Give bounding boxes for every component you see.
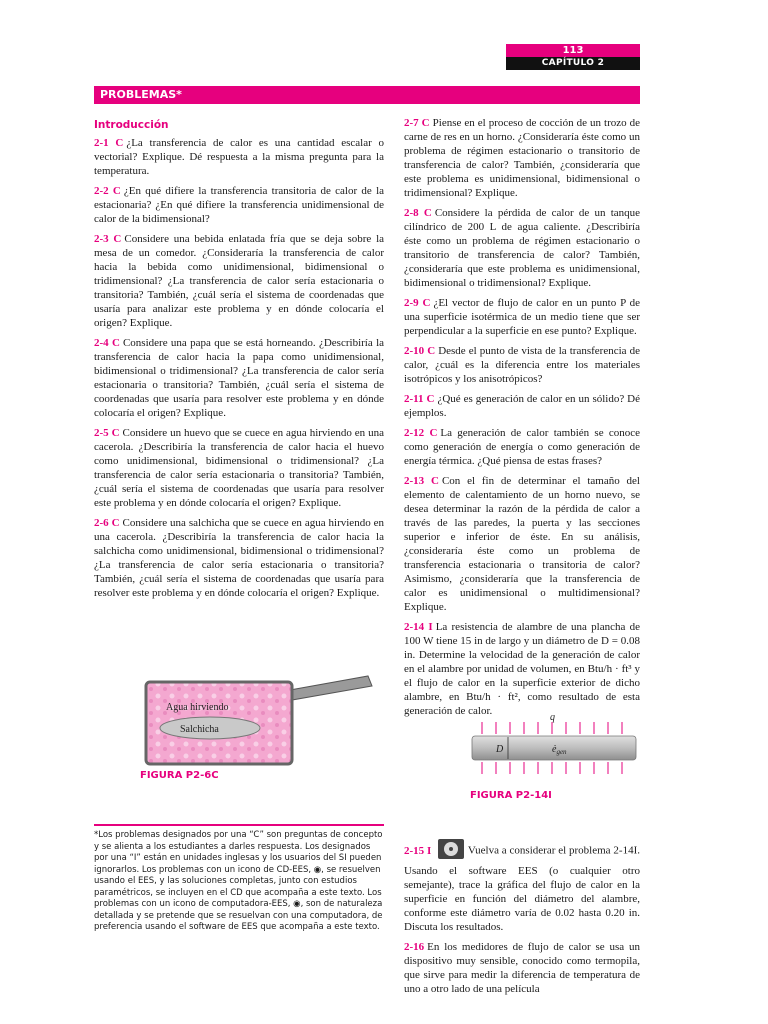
subheading-intro: Introducción (94, 119, 169, 131)
right-column-lower (404, 838, 640, 1002)
chapter-label: CAPÍTULO 2 (506, 57, 640, 70)
problem-2-8: 2-8 C Considere la pérdida de calor de un tanque cilíndrico de 200 L de agua caliente. ¿Describiría éste como un problema de régimen estacionario o transitorio de transferencia de calor? También, ¿consideraría que este problema es unidimensional, bidimensional o tridimensional? Explique. (404, 207, 641, 289)
problem-2-16: 2-16 En los medidores de flujo de calor se usa un dispositivo muy sensible, conocido como termopila, que sirve para medir la diferencia de temperatura de uno a otro lado de una película (404, 941, 640, 995)
heat-flux-arrows-bottom (482, 762, 622, 774)
problem-2-5: 2-5 C Considere un huevo que se cuece en agua hirviendo en una cacerola. ¿Describiría la transferencia de calor hacia el huevo como unidimensional, bidimensional o tridimensional? ¿La transferencia de calor sería estacionaria o transitoria? También, ¿cuál sería el sistema de coordenadas que usaría para resolver este problema y en dónde colocaría el origen? Explique. (94, 427, 384, 509)
section-title: PROBLEMAS* (94, 86, 640, 104)
page-number: 113 (506, 44, 640, 57)
problem-2-1: 2-1 C ¿La transferencia de calor es una cantidad escalar o vectorial? Explique. Dé respuesta a la misma pregunta para la temperatura. (94, 137, 385, 177)
label-water: Agua hirviendo (166, 702, 229, 713)
right-column (404, 116, 640, 724)
label-D: D (496, 744, 504, 755)
problem-2-2: 2-2 C ¿En qué difiere la transferencia transitoria de calor de la estacionaria? ¿En qué difiere la transferencia unidimensional de calor de la bidimensional? (94, 185, 385, 225)
problem-2-7: 2-7 C Piense en el proceso de cocción de un trozo de carne de res en un horno. ¿Consideraría éste como un problema de régimen estacionario o transitorio de transferencia de calor? También, ¿consideraría que este problema es unidimensional, bidimensional o tridimensional? Explique. (404, 117, 641, 199)
left-column (94, 118, 384, 606)
label-sausage: Salchicha (180, 724, 219, 735)
problem-2-10: 2-10 C Desde el punto de vista de la transferencia de calor, ¿cuál es la diferencia entre los materiales isotrópicos y los anisotrópicos? (404, 345, 641, 385)
ees-cd-icon (437, 838, 465, 864)
problem-2-4: 2-4 C Considere una papa que se está horneando. ¿Describiría la transferencia de calor hacia la papa como unidimensional, bidimensional o tridimensional? ¿La transferencia de calor sería estacionaria o transitoria? También, ¿cuál sería el sistema de coordenadas que usaría para resolver este problema y en dónde colocaría el origen? Explique. (94, 337, 385, 419)
label-egen: $ė_{gen}$ (552, 744, 567, 756)
label-q: q (550, 712, 555, 723)
heat-flux-arrows-top (482, 722, 622, 734)
problem-2-14: 2-14 I La resistencia de alambre de una plancha de 100 W tiene 15 in de largo y un diámetro de D = 0.08 in. Determine la velocidad de la generación de calor en el alambre por unidad de volumen, en Btu/h · ft³ y el flujo de calor en la superficie exterior de dicho alambre, en Btu/h · ft², como resultado de esta generación de calor. (404, 621, 640, 717)
figure-caption-p2-14i: FIGURA P2-14I (470, 790, 552, 801)
figure-wire (468, 710, 640, 780)
problem-2-15: 2-15 I Vuelva a considerar el problema 2-14I. Usando el software EES (o cualquier otro semejante), trace la gráfica del flujo de calor en la superficie en función del diámetro del alambre, conforme este diámetro varía de 0.02 hasta 0.20 in. Discuta los resultados. (404, 838, 640, 934)
problem-2-12: 2-12 C La generación de calor también se conoce como generación de energía o como generación de energía térmica. ¿Qué piensa de estas frases? (404, 427, 640, 467)
footnote-rule (94, 824, 384, 826)
problem-2-13: 2-13 C Con el fin de determinar el tamaño del elemento de calentamiento de un horno nuevo, se desea determinar la razón de la pérdida de calor a través de las paredes, la puerta y las secciones superior e inferior de éste. En su análisis, ¿consideraría éste como un problema de transferencia estacionaria o transitoria de calor? Asimismo, ¿consideraría que la transferencia de calor es unidimensional o multidimensional? Explique. (404, 475, 640, 613)
problem-2-3: 2-3 C Considere una bebida enlatada fría que se deja sobre la mesa de un comedor. ¿Consideraría la transferencia de calor hacia la bebida como unidimensional, bidimensional o tridimensional? ¿La transferencia de calor sería estacionaria o transitoria? También, ¿cuál sería el sistema de coordenadas que usaría para analizar este problema y en dónde colocaría el origen? Explique. (94, 233, 385, 329)
figure-caption-p2-6c: FIGURA P2-6C (140, 770, 219, 781)
footnote: *Los problemas designados por una “C” son preguntas de concepto y se alienta a los estudiantes a darles respuesta. Los designados por una “I” están en unidades inglesas y los usuarios del SI pueden ignorarlos. Los problemas con un icono de CD-EES, ◉, se resuelven usando el EES, y las soluciones completas, junto con estudios paramétricos, se incluyen en el CD que acompaña a este texto. Los problemas con un icono de computadora-EES, ◉, son de naturaleza detallada y se pretende que se resuelvan con una computadora, de preferencia usando el software de EES que acompaña a este texto. (94, 830, 383, 932)
problem-2-11: 2-11 C ¿Qué es generación de calor en un sólido? Dé ejemplos. (404, 393, 640, 419)
problem-2-9: 2-9 C ¿El vector de flujo de calor en un punto P de una superficie isotérmica de un medio tiene que ser perpendicular a la superficie en ese punto? Explique. (404, 297, 641, 337)
pot-handle (290, 676, 372, 700)
figure-pot-sausage (140, 668, 380, 768)
problem-2-6: 2-6 C Considere una salchicha que se cuece en agua hirviendo en una cacerola. ¿Describiría la transferencia de calor hacia la salchicha como unidimensional, bidimensional o tridimensional? ¿La transferencia de calor sería estacionaria o transitoria? También, ¿cuál sería el sistema de coordenadas que usaría para resolver este problema y en dónde colocaría el origen? Explique. (94, 517, 384, 599)
